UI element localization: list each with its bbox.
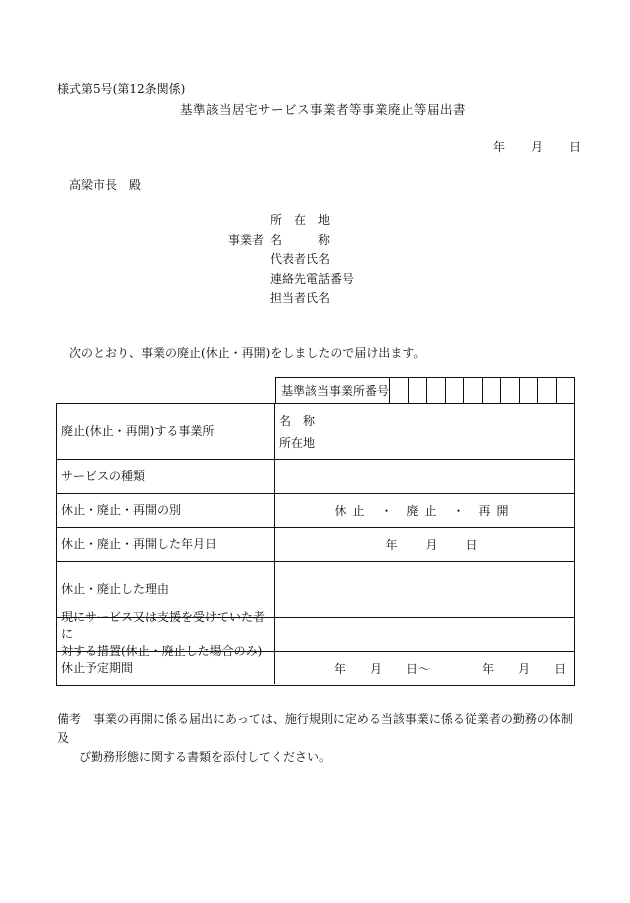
period-value-cell[interactable] — [275, 652, 574, 684]
reason-label: 休止・廃止した理由 — [57, 562, 275, 617]
date-day: 日 — [465, 538, 478, 552]
category-option-abolish[interactable]: 廃止 — [406, 504, 443, 518]
office-number-digit-cell[interactable] — [483, 378, 502, 403]
period-label: 休止予定期間 — [57, 652, 275, 684]
document-title: 基準該当居宅サービス事業者等事業廃止等届出書 — [180, 102, 467, 117]
form-row-office — [57, 404, 574, 460]
remarks-note — [57, 710, 577, 767]
operator-field-representative: 代表者氏名 — [270, 252, 331, 266]
submission-date — [493, 138, 581, 155]
operator-field-phone: 連絡先電話番号 — [270, 271, 355, 286]
remarks-line1: 備考 事業の再開に係る届出にあっては、施行規則に定める当該事業に係る従業者の勤務の体制及 — [57, 712, 573, 745]
office-number-label: 基準該当事業所番号 — [276, 378, 390, 403]
date-year: 年 — [385, 538, 398, 552]
category-option-resume[interactable]: 再開 — [478, 504, 515, 518]
measures-label-line2: 対する措置(休止・廃止した場合のみ) — [61, 644, 263, 658]
operator-lead-label: 事業者 — [228, 232, 265, 247]
measures-value-cell[interactable] — [275, 618, 574, 651]
office-number-digit-cell[interactable] — [464, 378, 483, 403]
period-start-day: 日〜 — [406, 661, 431, 676]
form-row-service-type — [57, 460, 574, 494]
date-day-label: 日 — [569, 140, 582, 154]
addressee: 高梁市長 殿 — [69, 178, 142, 192]
office-label: 廃止(休止・再開)する事業所 — [57, 404, 275, 459]
category-value-cell — [275, 494, 574, 527]
office-number-digit-cell[interactable] — [409, 378, 428, 403]
operator-block — [228, 211, 354, 309]
office-number-digit-cell[interactable] — [390, 378, 409, 403]
operator-field-name: 名 称 — [270, 232, 331, 247]
service-type-label: サービスの種類 — [57, 460, 275, 493]
office-number-digit-cell[interactable] — [538, 378, 557, 403]
office-number-digit-cell[interactable] — [427, 378, 446, 403]
category-label: 休止・廃止・再開の別 — [57, 494, 275, 527]
period-start-year: 年 — [334, 661, 347, 676]
form-row-category — [57, 494, 574, 528]
period-end-month: 月 — [518, 661, 531, 676]
date-year-label: 年 — [493, 140, 506, 154]
period-start-month: 月 — [370, 661, 383, 676]
operator-field-contact-person: 担当者氏名 — [270, 291, 331, 305]
office-number-digit-cell[interactable] — [557, 378, 575, 403]
intro-text: 次のとおり、事業の廃止(休止・再開)をしましたので届け出ます。 — [69, 346, 426, 360]
period-end-year: 年 — [482, 661, 495, 676]
remarks-line2: び勤務形態に関する書類を添付してください。 — [79, 750, 332, 764]
measures-label-line1: 現にサービス又は支援を受けていた者に — [61, 610, 266, 641]
date-label: 休止・廃止・再開した年月日 — [57, 528, 275, 561]
office-address-label: 所在地 — [279, 435, 316, 450]
date-month: 月 — [425, 538, 438, 552]
office-name-label: 名 称 — [279, 413, 316, 428]
form-row-period — [57, 652, 574, 684]
category-separator: ・ — [452, 504, 465, 518]
measures-label — [57, 610, 275, 658]
office-number-digit-cell[interactable] — [520, 378, 539, 403]
reason-value-cell[interactable] — [275, 562, 574, 617]
operator-field-address: 所 在 地 — [270, 213, 331, 227]
form-row-date — [57, 528, 574, 562]
office-number-row — [275, 377, 575, 403]
form-number: 様式第5号(第12条関係) — [57, 82, 186, 96]
service-type-value-cell[interactable] — [275, 460, 574, 493]
category-option-suspend[interactable]: 休止 — [334, 504, 371, 518]
form-row-measures — [57, 610, 574, 658]
date-value-cell[interactable] — [275, 528, 574, 561]
office-value-cell[interactable] — [275, 404, 574, 459]
office-number-digit-cell[interactable] — [501, 378, 520, 403]
period-end-day: 日 — [554, 661, 567, 676]
date-month-label: 月 — [531, 140, 544, 154]
notification-form-table — [56, 403, 575, 686]
category-separator: ・ — [380, 504, 393, 518]
office-number-digit-cell[interactable] — [446, 378, 465, 403]
